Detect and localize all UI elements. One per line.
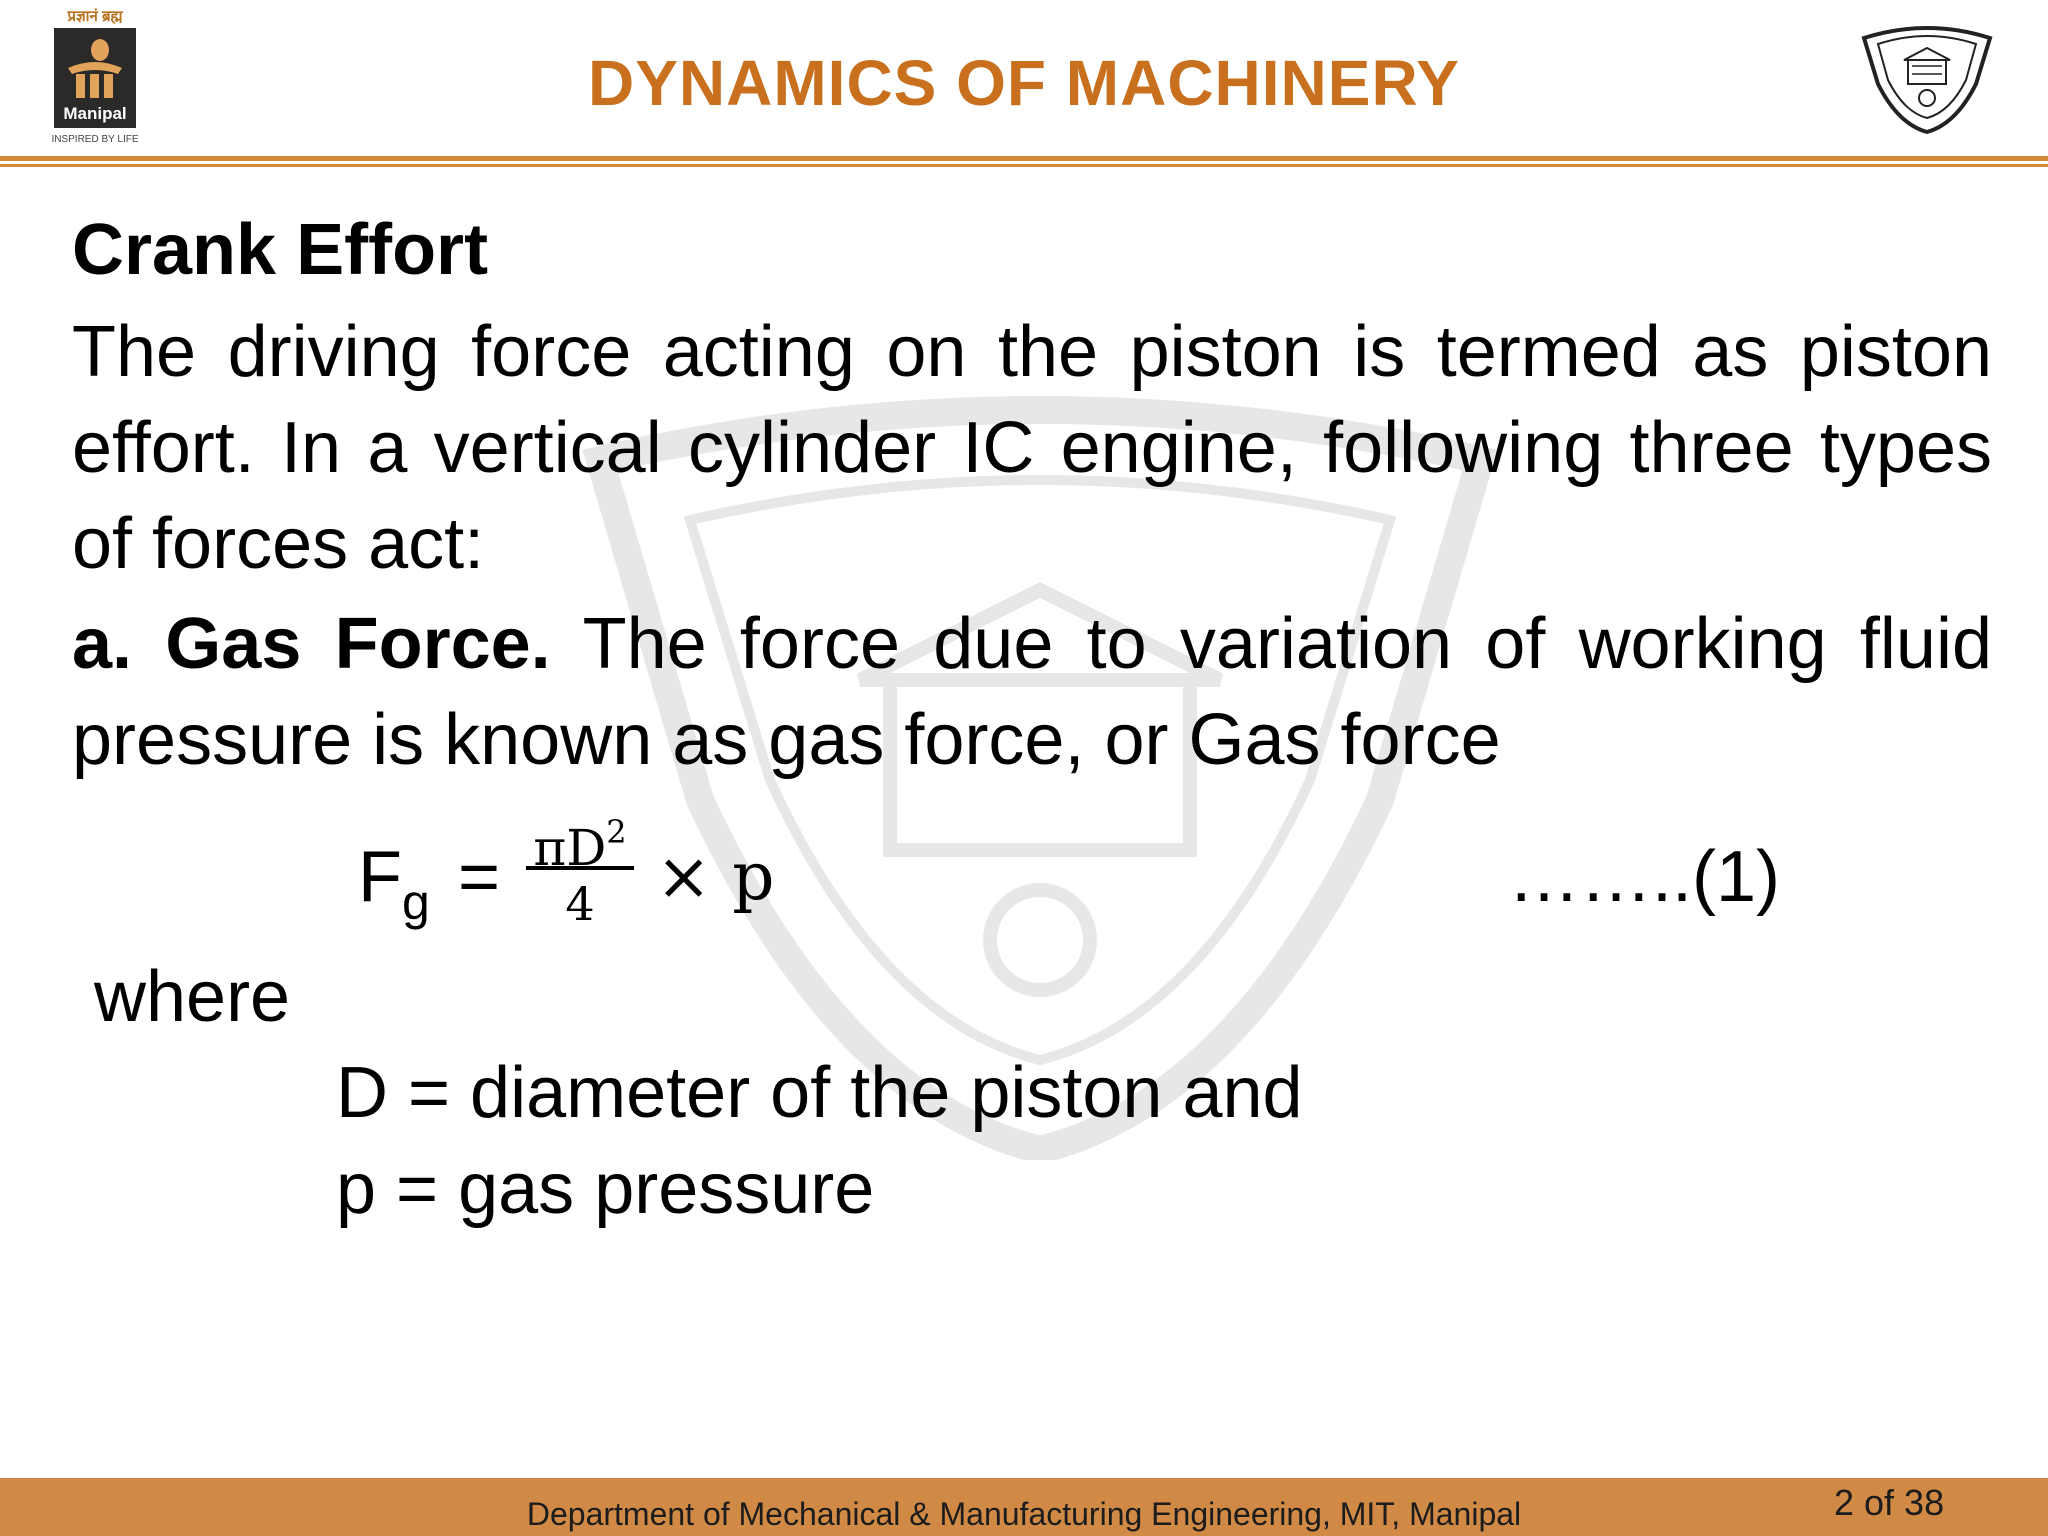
formula-equals: = xyxy=(458,837,501,917)
header-rule xyxy=(0,156,2048,161)
logo-tagline: INSPIRED BY LIFE xyxy=(51,134,139,145)
gas-force-text: The force due to variation of working fluid pressure is known as gas force, or Gas force xyxy=(72,604,1992,780)
logo-motto: प्रज्ञानं ब्रह्म xyxy=(67,8,123,25)
formula-symbol: F xyxy=(358,837,402,917)
formula-fraction xyxy=(524,800,636,936)
section-heading: Crank Effort xyxy=(72,210,489,290)
footer-department: Department of Mechanical & Manufacturing Engineering, MIT, Manipal xyxy=(526,1496,1522,1532)
header-rule-thin xyxy=(0,164,2048,167)
logo-name: Manipal xyxy=(63,104,127,123)
slide-header xyxy=(0,0,2048,160)
formula-denominator: 4 xyxy=(565,877,595,931)
numerator-text: πD xyxy=(533,819,607,877)
numerator-exponent: 2 xyxy=(606,813,627,851)
slide-footer xyxy=(0,1478,2048,1536)
formula-numerator xyxy=(524,800,636,877)
page-number: 2 of 38 xyxy=(1834,1482,1945,1523)
slide-title: DYNAMICS OF MACHINERY xyxy=(588,47,1460,119)
definition-pressure: p = gas pressure xyxy=(336,1149,875,1229)
mit-seal-icon xyxy=(1856,14,1998,136)
slide-body xyxy=(72,200,1992,788)
formula-subscript: g xyxy=(401,874,430,930)
equation-number: ……..(1) xyxy=(1508,837,1781,917)
gas-force-paragraph xyxy=(72,596,1992,788)
where-label: where xyxy=(94,957,291,1037)
formula-lhs xyxy=(358,836,430,931)
intro-paragraph: The driving force acting on the piston is termed as piston effort. In a vertical cylinder IC engine, following three types of forces act: xyxy=(72,312,1992,584)
gas-force-label: a. Gas Force. xyxy=(72,604,551,684)
formula-times-p: × p xyxy=(656,838,775,915)
definition-diameter: D = diameter of the piston and xyxy=(336,1053,1303,1133)
